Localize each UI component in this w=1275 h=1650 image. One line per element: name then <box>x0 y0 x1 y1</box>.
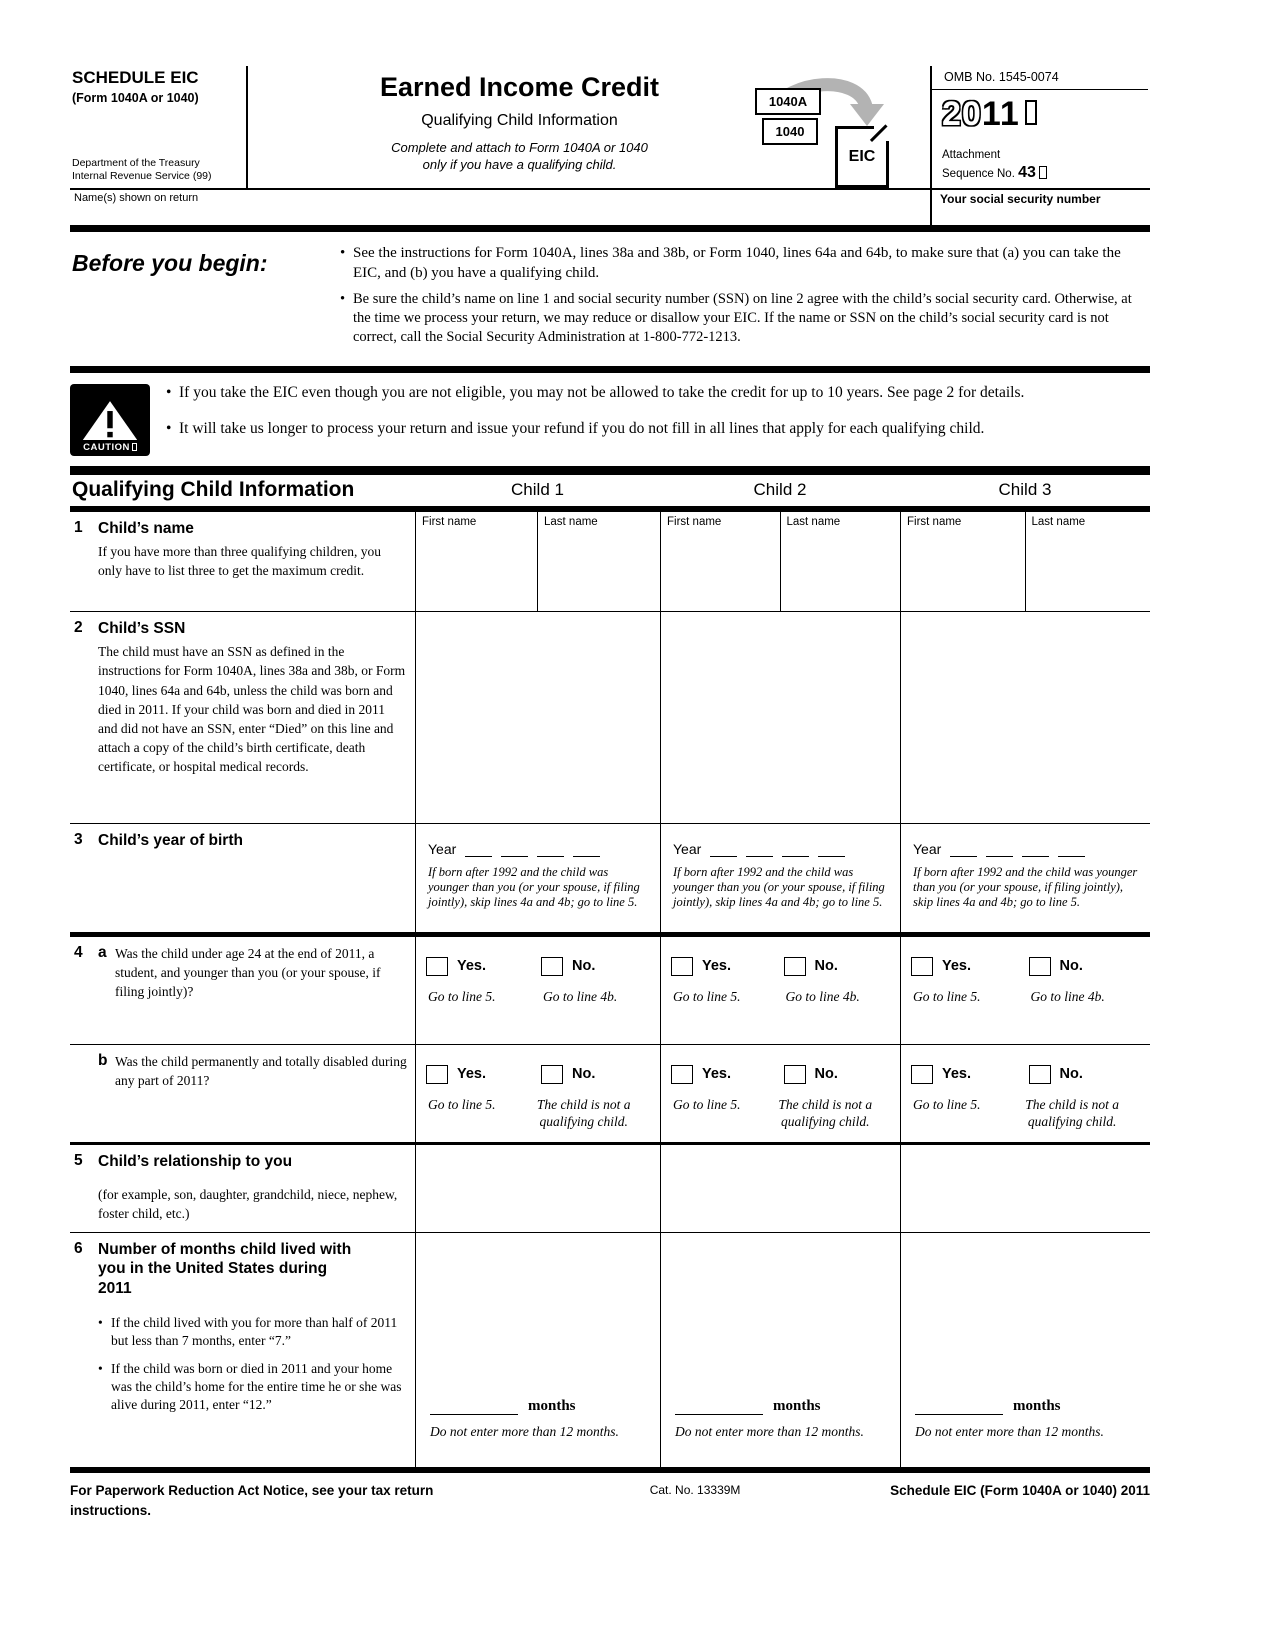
row-6-months-lived <box>70 1233 1150 1473</box>
last-name-label: Last name <box>786 515 841 528</box>
line4b-question: Was the child permanently and totally disabled during any part of 2011? <box>115 1053 407 1089</box>
attachment-sequence <box>942 148 1148 184</box>
line2-number: 2 <box>74 618 83 636</box>
months-label: months <box>773 1397 821 1414</box>
schedule-eic-form <box>70 0 1150 1521</box>
before-you-begin-title: Before you begin: <box>72 250 268 276</box>
yes-label: Yes. <box>942 1066 972 1083</box>
first-name-label: First name <box>667 515 722 528</box>
section-title: Qualifying Child Information <box>72 478 355 502</box>
year-digit-blank[interactable] <box>818 840 845 857</box>
last-name-label: Last name <box>1031 515 1086 528</box>
line3-number: 3 <box>74 830 83 848</box>
child1-name-field[interactable] <box>415 512 660 611</box>
yes-label: Yes. <box>702 1066 732 1083</box>
attach-instruction-line1: Complete and attach to Form 1040A or 1040 <box>391 140 648 155</box>
no-checkbox[interactable] <box>784 1065 806 1084</box>
attach-instruction-line2: only if you have a qualifying child. <box>422 156 617 172</box>
child2-relationship-field[interactable] <box>660 1145 900 1232</box>
child2-birth-year <box>660 824 900 932</box>
child3-4b-answer <box>900 1045 1150 1142</box>
year-digit-blank[interactable] <box>1022 840 1049 857</box>
line4b-number-spacer <box>74 1052 98 1138</box>
no-label: No. <box>1059 958 1083 975</box>
year-bold-digits: 11 <box>981 95 1020 133</box>
line6-bullet-1-text: • If the child lived with you for more than half of 2011 but less than 7 months, enter “7.” <box>111 1315 398 1349</box>
months-blank[interactable] <box>915 1398 1003 1415</box>
form-subtitle: Qualifying Child Information <box>421 112 618 129</box>
no-checkbox[interactable] <box>784 957 806 976</box>
no-note: Go to line 4b. <box>543 988 618 1004</box>
line5-label-cell <box>70 1145 415 1232</box>
attachment-label: Attachment <box>942 149 1001 162</box>
section-divider <box>70 225 1150 232</box>
yes-checkbox[interactable] <box>671 1065 693 1084</box>
months-label: months <box>1013 1397 1061 1414</box>
caution-label-text: CAUTION <box>83 441 130 453</box>
months-label: months <box>528 1397 576 1414</box>
caution-section <box>70 373 1150 466</box>
taxpayer-ssn-label: Your social security number <box>940 192 1101 206</box>
yes-label: Yes. <box>702 958 732 975</box>
line4a-letter: a <box>98 943 107 961</box>
form-graphic <box>755 78 930 188</box>
eic-page-icon <box>835 126 889 188</box>
instruction-bullet-1-text: • See the instructions for Form 1040A, lines 38a and 38b, or Form 1040, lines 64a and 64b, to make sure that (a) you can take the EIC, and (b) you have a qualifying child. <box>353 245 1121 281</box>
year-label: Year <box>673 840 702 857</box>
first-name-label: First name <box>907 515 962 528</box>
missing-glyph-box <box>1039 166 1047 179</box>
months-note: Do not enter more than 12 months. <box>675 1423 864 1439</box>
line6-label-cell <box>70 1233 415 1467</box>
yes-checkbox[interactable] <box>426 957 448 976</box>
birth-year-note: If born after 1992 and the child was younger than you (or your spouse, if filing jointly), skip lines 4a and 4b; go to line 5. <box>428 864 640 909</box>
child3-relationship-field[interactable] <box>900 1145 1150 1232</box>
child1-4a-answer <box>415 937 660 1044</box>
taxpayer-row <box>70 188 1150 225</box>
line5-title: Child’s relationship to you <box>98 1152 293 1170</box>
paperwork-notice: For Paperwork Reduction Act Notice, see your tax return instructions. <box>70 1482 434 1519</box>
caution-label <box>83 442 137 453</box>
row-5-relationship <box>70 1145 1150 1233</box>
year-label: Year <box>428 840 457 857</box>
form-footer <box>70 1481 1150 1522</box>
eic-label: EIC <box>848 148 876 165</box>
yes-note: Go to line 5. <box>428 988 496 1004</box>
yes-label: Yes. <box>457 1066 487 1083</box>
no-checkbox[interactable] <box>541 1065 563 1084</box>
missing-glyph-box <box>132 443 137 451</box>
qualifying-child-table <box>70 466 1150 1473</box>
line6-bullet-2 <box>98 1360 407 1415</box>
yes-checkbox[interactable] <box>671 957 693 976</box>
no-checkbox[interactable] <box>1029 1065 1051 1084</box>
form-1040-stack-icon <box>755 88 821 145</box>
yes-note: Go to line 5. <box>673 988 741 1004</box>
no-checkbox[interactable] <box>541 957 563 976</box>
birth-year-note: If born after 1992 and the child was younger than you (or your spouse, if filing jointly), skip lines 4a and 4b; go to line 5. <box>913 864 1138 909</box>
year-digit-blank[interactable] <box>782 840 809 857</box>
year-digit-blank[interactable] <box>1058 840 1085 857</box>
taxpayer-name-label: Name(s) shown on return <box>74 192 199 204</box>
line6-number: 6 <box>74 1239 83 1257</box>
footer-form-id: Schedule EIC (Form 1040A or 1040) 2011 <box>890 1482 1150 1498</box>
yes-label: Yes. <box>457 958 487 975</box>
child1-column-header: Child 1 <box>511 480 564 500</box>
taxpayer-ssn-field[interactable] <box>930 190 1150 225</box>
sequence-number: 43 <box>1018 164 1036 182</box>
child2-column-header: Child 2 <box>753 480 807 500</box>
year-digit-blank[interactable] <box>501 840 528 857</box>
form-ref: (Form 1040A or 1040) <box>72 91 199 105</box>
line6-bullet-2-text: • If the child was born or died in 2011 and your home was the child’s home for the entire time he or she was alive during 2011, enter “12.” <box>111 1360 402 1412</box>
doc-1040a-icon: 1040A <box>755 88 821 115</box>
child1-months-cell <box>415 1233 660 1467</box>
line2-title: Child’s SSN <box>98 619 186 637</box>
caution-icon <box>70 384 150 456</box>
child3-months-cell <box>900 1233 1150 1467</box>
no-label: No. <box>814 1066 838 1083</box>
year-digit-blank[interactable] <box>710 840 737 857</box>
line4a-number: 4 <box>74 943 83 961</box>
year-label: Year <box>913 840 942 857</box>
before-you-begin-section <box>70 232 1150 366</box>
line2-description: The child must have an SSN as defined in the instructions for Form 1040A, lines 38a and 38b, or Form 1040, lines 64a and 64b, unless the child was born and died in 2011. If your child was born and died in 2011 and did not have an SSN, enter “Died” on this line and attach a copy of the child’s birth certificate, death certificate, or hospital medical records. <box>98 644 406 775</box>
last-name-label: Last name <box>544 515 598 528</box>
line2-label-cell <box>70 612 415 823</box>
child1-birth-year <box>415 824 660 932</box>
line3-title: Child’s year of birth <box>98 831 243 849</box>
year-digit-blank[interactable] <box>986 840 1013 857</box>
row-1-childs-name <box>70 512 1150 612</box>
taxpayer-name-field[interactable] <box>70 190 930 225</box>
attach-instruction <box>284 140 755 174</box>
year-digit-blank[interactable] <box>465 840 492 857</box>
no-label: No. <box>1059 1066 1083 1083</box>
line3-label-cell <box>70 824 415 932</box>
sequence-label: Sequence No. <box>942 168 1015 181</box>
no-label: No. <box>572 1066 596 1083</box>
no-note: Go to line 4b. <box>785 988 860 1004</box>
no-label: No. <box>814 958 838 975</box>
line1-description: If you have more than three qualifying children, you only have to list three to get the maximum credit. <box>98 544 382 579</box>
caution-body <box>150 381 1150 456</box>
sequence-line <box>942 163 1148 184</box>
year-digit-blank[interactable] <box>746 840 773 857</box>
caution-bullet-1 <box>166 383 1150 404</box>
catalog-number: Cat. No. 13339M <box>649 1482 741 1497</box>
child2-ssn-field[interactable] <box>660 612 900 823</box>
missing-glyph-box <box>1025 100 1037 125</box>
row-3-year-of-birth <box>70 824 1150 937</box>
year-outline-digits: 20 <box>942 95 982 133</box>
line4b-letter: b <box>98 1051 108 1069</box>
instruction-bullet-2-text: • Be sure the child’s name on line 1 and social security number (SSN) on line 2 agree with the child’s social security card. Otherwise, at the time we process your return, we may reduce or disallow your EIC. If the name or SSN on the child’s social security card is not correct, call the Social Security Administration at 1-800-772-1213. <box>353 290 1132 346</box>
caution-bullet-1-text: • If you take the EIC even though you are not eligible, you may not be allowed to take the credit for up to 10 years. See page 2 for details. <box>179 383 1025 401</box>
omb-number: OMB No. 1545-0074 <box>932 70 1148 90</box>
instruction-bullet-2 <box>340 290 1150 348</box>
no-note: The child is not a qualifying child. <box>1025 1096 1120 1129</box>
line4a-label-cell <box>70 937 415 1044</box>
no-label: No. <box>572 958 596 975</box>
child2-months-cell <box>660 1233 900 1467</box>
line1-label-cell <box>70 512 415 611</box>
page-fold-corner <box>874 126 889 141</box>
months-note: Do not enter more than 12 months. <box>430 1423 619 1439</box>
child3-column-header: Child 3 <box>998 480 1052 500</box>
line5-description: (for example, son, daughter, grandchild, niece, nephew, foster child, etc.) <box>98 1187 398 1222</box>
tax-year <box>942 95 1148 134</box>
child3-4a-answer <box>900 937 1150 1044</box>
doc-1040-icon: 1040 <box>762 118 818 145</box>
line5-number: 5 <box>74 1151 83 1169</box>
child2-4a-answer <box>660 937 900 1044</box>
yes-note: Go to line 5. <box>428 1096 496 1112</box>
child2-4b-answer <box>660 1045 900 1142</box>
child1-4b-answer <box>415 1045 660 1142</box>
department-line: Department of the Treasury <box>72 156 200 169</box>
agency-block <box>72 157 240 184</box>
no-checkbox[interactable] <box>1029 957 1051 976</box>
form-title: Earned Income Credit <box>379 72 660 102</box>
yes-checkbox[interactable] <box>911 957 933 976</box>
instruction-bullet-1 <box>340 244 1150 284</box>
birth-year-note: If born after 1992 and the child was younger than you (or your spouse, if filing jointly), skip lines 4a and 4b; go to line 5. <box>673 864 885 909</box>
line4a-question: Was the child under age 24 at the end of 2011, a student, and younger than you (or your spouse, if filing jointly)? <box>115 945 381 1000</box>
row-4a-under-24 <box>70 937 1150 1045</box>
form-header <box>70 66 1150 188</box>
form-title-block <box>248 66 930 188</box>
yes-note: Go to line 5. <box>913 1096 981 1112</box>
first-name-label: First name <box>422 515 477 528</box>
child1-relationship-field[interactable] <box>415 1145 660 1232</box>
line1-number: 1 <box>74 518 83 536</box>
form-id-block <box>70 66 248 188</box>
table-header-row <box>70 475 1150 512</box>
line1-title: Child’s name <box>98 519 194 537</box>
schedule-title: SCHEDULE EIC <box>72 68 199 87</box>
year-digit-blank[interactable] <box>573 840 600 857</box>
yes-label: Yes. <box>942 958 972 975</box>
warning-triangle-icon <box>81 400 139 442</box>
omb-block <box>930 66 1150 188</box>
child1-ssn-field[interactable] <box>415 612 660 823</box>
year-digit-blank[interactable] <box>537 840 564 857</box>
yes-checkbox[interactable] <box>426 1065 448 1084</box>
yes-note: Go to line 5. <box>673 1096 741 1112</box>
caution-bullet-2 <box>166 419 1150 440</box>
child3-name-field[interactable] <box>900 512 1150 611</box>
months-blank[interactable] <box>675 1398 763 1415</box>
before-you-begin-body <box>340 244 1150 354</box>
row-4b-disabled <box>70 1045 1150 1145</box>
line6-title: Number of months child lived with you in the United States during 2011 <box>98 1240 352 1297</box>
caution-bullet-2-text: • It will take us longer to process your return and issue your refund if you do not fill in all lines that apply for each qualifying child. <box>179 420 985 438</box>
line6-bullet-1 <box>98 1314 407 1350</box>
child3-birth-year <box>900 824 1150 932</box>
line4b-label-cell <box>70 1045 415 1142</box>
year-digit-blank[interactable] <box>950 840 977 857</box>
section-divider <box>70 366 1150 373</box>
row-2-childs-ssn <box>70 612 1150 824</box>
service-line: Internal Revenue Service (99) <box>72 170 212 183</box>
no-note: The child is not a qualifying child. <box>778 1096 873 1129</box>
yes-checkbox[interactable] <box>911 1065 933 1084</box>
yes-note: Go to line 5. <box>913 988 981 1004</box>
months-blank[interactable] <box>430 1398 518 1415</box>
child3-ssn-field[interactable] <box>900 612 1150 823</box>
child2-name-field[interactable] <box>660 512 900 611</box>
months-note: Do not enter more than 12 months. <box>915 1423 1104 1439</box>
no-note: Go to line 4b. <box>1030 988 1105 1004</box>
no-note: The child is not a qualifying child. <box>536 1096 631 1129</box>
